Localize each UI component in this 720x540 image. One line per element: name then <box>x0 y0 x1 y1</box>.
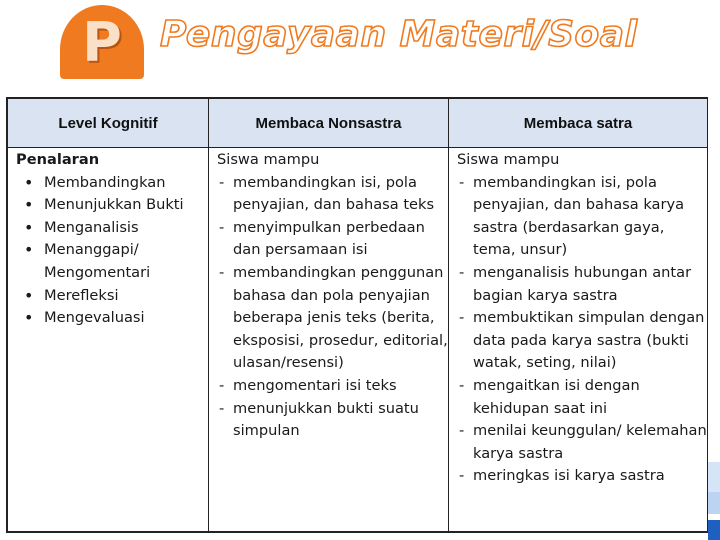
nonsastra-item: - mengomentari isi teks <box>217 375 448 398</box>
column-header-nonsastra: Membaca Nonsastra <box>209 99 449 148</box>
level-item: • Merefleksi <box>16 285 208 308</box>
decorative-stripe-dark <box>708 520 720 540</box>
nonsastra-cell <box>209 148 449 532</box>
column-header-sastra: Membaca satra <box>449 99 708 148</box>
sastra-item: - membandingkan isi, pola penyajian, dan bahasa karya sastra (berdasarkan gaya, tema, unsur) <box>457 172 707 262</box>
decorative-stripe-mid <box>708 492 720 514</box>
level-item: • Menganalisis <box>16 217 208 240</box>
level-item: • Menanggapi/ Mengomentari <box>16 239 208 284</box>
level-list <box>16 172 208 330</box>
table-header-row <box>8 99 708 148</box>
nonsastra-list <box>217 172 448 443</box>
page-title: Pengayaan Materi/Soal <box>160 14 638 55</box>
cognitive-level-table <box>6 97 708 533</box>
sastra-list <box>457 172 707 488</box>
level-item: • Mengevaluasi <box>16 307 208 330</box>
sastra-intro: Siswa mampu <box>457 151 560 168</box>
sastra-item: - menilai keunggulan/ kelemahan karya sastra <box>457 420 707 465</box>
level-cell <box>8 148 209 532</box>
nonsastra-intro: Siswa mampu <box>217 151 320 168</box>
sastra-item: - mengaitkan isi dengan kehidupan saat ini <box>457 375 707 420</box>
nonsastra-item: - membandingkan isi, pola penyajian, dan bahasa teks <box>217 172 448 217</box>
table <box>7 98 708 532</box>
level-heading: Penalaran <box>16 151 100 168</box>
badge-letter: P <box>82 11 122 74</box>
level-item: • Membandingkan <box>16 172 208 195</box>
level-item: • Menunjukkan Bukti <box>16 194 208 217</box>
sastra-cell <box>449 148 708 532</box>
nonsastra-item: - menunjukkan bukti suatu simpulan <box>217 398 448 443</box>
sastra-item: - menganalisis hubungan antar bagian karya sastra <box>457 262 707 307</box>
p-badge-icon <box>60 5 144 79</box>
decorative-stripe-light <box>708 462 720 492</box>
nonsastra-item: - menyimpulkan perbedaan dan persamaan isi <box>217 217 448 262</box>
nonsastra-item: - membandingkan penggunan bahasa dan pola penyajian beberapa jenis teks (berita, eksposisi, prosedur, editorial, ulasan/resensi) <box>217 262 448 375</box>
sastra-item: - membuktikan simpulan dengan data pada karya sastra (bukti watak, seting, nilai) <box>457 307 707 375</box>
column-header-level: Level Kognitif <box>8 99 209 148</box>
sastra-item: - meringkas isi karya sastra <box>457 465 707 488</box>
table-row <box>8 148 708 532</box>
